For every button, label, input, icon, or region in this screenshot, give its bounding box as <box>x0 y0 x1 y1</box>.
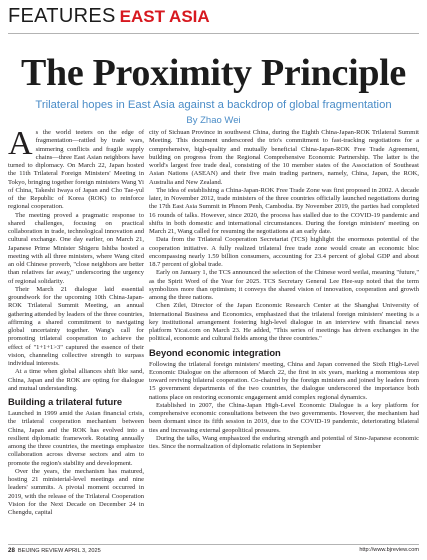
right-column <box>149 129 419 451</box>
subheading: Beyond economic integration <box>149 346 281 358</box>
article-deck: Trilateral hopes in East Asia against a backdrop of global fragmentation <box>35 99 392 111</box>
publication-line: BEIJING REVIEW APRIL 3, 2025 <box>17 548 101 554</box>
paragraph: The idea of establishing a China-Japan-ROK Free Trade Zone was first proposed in 2002. A decade later, in November 2012, trade ministers of the three countries officially launched negotiations during the 17th East Asia Summit in Phnom Penh, Cambodia. By November 2019, the parties had completed 16 rounds of talks. However, since 2020, the process has stalled due to the COVID-19 pandemic and shifts in both domestic and international circumstances. During the foreign ministers' meeting on March 21, Wang called for resuming the negotiations at an early date. <box>149 186 419 235</box>
paragraph: At a time when global alliances shift like sand, China, Japan and the ROK are opting for dialogue and mutual understanding. <box>8 368 144 392</box>
paragraph: Data from the Trilateral Cooperation Secretariat (TCS) highlight the enormous potential of the cooperation initiative. A fully realized trilateral free trade zone would create an economic bloc encompassing nearly 1.59 billion consumers, accounting for 23.4 percent of global GDP and about 18.7 percent of global trade. <box>149 236 419 268</box>
article-byline: By Zhao Wei <box>186 115 241 126</box>
website-link[interactable]: http://www.bjreview.com <box>359 547 419 553</box>
subheading: Building a trilateral future <box>8 396 123 407</box>
left-column <box>8 125 144 517</box>
header-divider <box>8 33 419 34</box>
paragraph: Their March 21 dialogue laid essential groundwork for the upcoming 10th China-Japan-ROK Trilateral Summit Meeting, an annual gathering attended by leaders of the three countries, affirming a shared commitment to navigating global uncertainty together. Wang's call for promoting trilateral cooperation to achieve the effect of "1+1+1>3" captured the essence of their vision, channeling collective strength to surpass individual interests. <box>8 285 144 367</box>
page-number: 28 <box>8 547 15 554</box>
footer-divider <box>8 544 419 545</box>
paragraph: Chen Zilei, Director of the Japan Economic Research Center at the Shanghai University of International Business and Economics, emphasized that the trilateral foreign ministers' meeting is a key institutional arrangement fostering high-level dialogue in an interview with financial news platform Yicai.com on March 23. He added, "This series of meetings has driven exchanges in the political, economic and cultural fields among the three countries." <box>149 302 419 343</box>
paragraph: Established in 2007, the China-Japan High-Level Economic Dialogue is a key platform for comprehensive economic consultations between the two governments. However, the mechanism had been dormant since its fifth session in 2019, due to the COVID-19 pandemic, deteriorating bilateral ties and increasing external geopolitical pressures. <box>149 401 419 434</box>
footer-info <box>8 547 101 554</box>
section-header <box>8 5 419 31</box>
subsection-label: EAST ASIA <box>119 7 210 26</box>
drop-cap: A <box>8 125 33 162</box>
paragraph: Following the trilateral foreign ministers' meeting, China and Japan convened the Sixth High-Level Economic Dialogue on the afternoon of March 22, the first in six years, marking a momentous step toward reviving bilateral cooperation. Co-chaired by the foreign ministers and joined by leaders from 15 government departments of the two countries, the dialogue underscored the importance both nations place on restoring economic engagement amid complex regional dynamics. <box>149 360 419 401</box>
paragraph: city of Sichuan Province in southwest China, during the Eighth China-Japan-ROK Trilateral Summit Meeting. This document underscored the trio's commitment to fast-tracking negotiations for a comprehensive, high-quality and mutually beneficial China-Japan-ROK Free Trade Agreement, building on progress from the Regional Comprehensive Economic Partnership. The latter is the world's largest free trade deal, consisting of the 10 member states of the Association of Southeast Asian Nations (ASEAN) and their five main trading partners, namely, China, Japan, the ROK, Australia and New Zealand. <box>149 129 419 186</box>
section-label: FEATURES <box>8 5 116 27</box>
paragraph: The meeting proved a pragmatic response to shared challenges, focusing on practical collaboration in trade, technological innovation and cultural exchange. One day earlier, on March 21, Japanese Prime Minister Shigeru Ishiba hosted a meeting with all three ministers, where Wang cited an old Chinese proverb, "close neighbors are better than relatives far away," underscoring the urgency of regional solidarity. <box>8 211 144 285</box>
paragraph <box>8 125 144 212</box>
paragraph: Early on January 1, the TCS announced the selection of the Chinese word weilai, meaning "future," as the Spirit Word of the Year for 2025. TCS Secretary General Lee Hee-sup noted that the term symbolizes more than optimism; it conveys the shared vision of innovation, cooperation and growth among the three nations. <box>149 269 419 301</box>
paragraph: Over the years, the mechanism has matured, hosting 21 ministerial-level meetings and nine leaders' summits. A pivotal moment occurred in 2019, with the release of the Trilateral Cooperation Vision for the Next Decade on December 24 in Chengdu, capital <box>8 467 144 516</box>
article-title: The Proximity Principle <box>20 52 406 94</box>
paragraph-text: s the world teeters on the edge of fragmentation—rattled by trade wars, simmering conflicts and fragile supply chains—three East Asian neighbors have turned to diplomacy. On March 22, Japan hosted the 11th Trilateral Foreign Ministers' Meeting in Tokyo, bringing together foreign ministers Wang Yi of China, Takeshi Iwaya of Japan and Cho Tae-yul of the Republic of Korea (ROK) to reinforce regional cooperation. <box>8 129 144 211</box>
paragraph: During the talks, Wang emphasized the enduring strength and potential of Sino-Japanese economic ties. Since the normalization of diplomatic relations in September <box>149 434 419 450</box>
paragraph: Launched in 1999 amid the Asian financial crisis, the trilateral cooperation mechanism between China, Japan and the ROK has evolved into a resilient diplomatic framework. Rotating annually among the three countries, the meetings emphasize collaboration across diverse sectors and aim to promote the region's stability and development. <box>8 410 144 467</box>
